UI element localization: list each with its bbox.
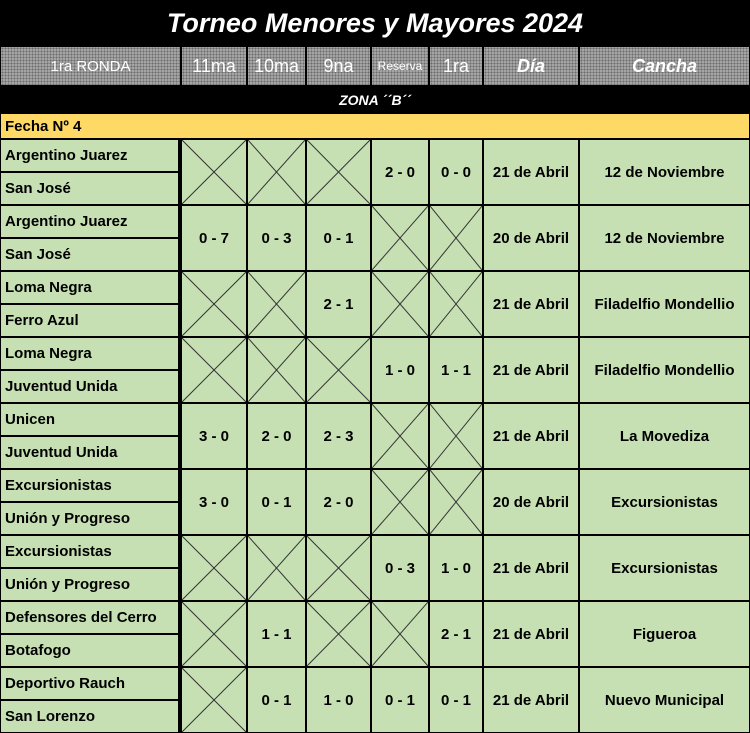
score-reserva: 0 - 1 (372, 668, 428, 732)
cross-icon (372, 602, 428, 666)
home-team: Loma Negra (1, 272, 178, 303)
match-day: 21 de Abril (484, 536, 578, 600)
away-team: Unión y Progreso (1, 503, 178, 534)
match-venue: Filadelfio Mondellio (580, 272, 749, 336)
score-reserva: 2 - 0 (372, 140, 428, 204)
cross-icon (430, 206, 482, 270)
away-team: San José (1, 239, 178, 270)
home-team: Unicen (1, 404, 178, 435)
away-team: San Lorenzo (1, 701, 178, 732)
score-11ma: 0 - 7 (182, 206, 246, 270)
score-reserva: 0 - 3 (372, 536, 428, 600)
home-team: Deportivo Rauch (1, 668, 178, 699)
home-team: Excursionistas (1, 536, 178, 567)
match-day: 21 de Abril (484, 668, 578, 732)
cross-icon (307, 602, 370, 666)
score-9na: 2 - 3 (307, 404, 370, 468)
not-played-cross (372, 470, 428, 534)
score-11ma: 3 - 0 (182, 470, 246, 534)
not-played-cross (372, 206, 428, 270)
cross-icon (182, 272, 246, 336)
match-day: 21 de Abril (484, 602, 578, 666)
cross-icon (248, 536, 305, 600)
cross-icon (372, 470, 428, 534)
header-cancha: Cancha (580, 47, 749, 85)
match-day: 20 de Abril (484, 470, 578, 534)
match-venue: Nuevo Municipal (580, 668, 749, 732)
cross-icon (182, 140, 246, 204)
home-team: Loma Negra (1, 338, 178, 369)
cross-icon (182, 668, 246, 732)
cross-icon (372, 272, 428, 336)
score-10ma: 2 - 0 (248, 404, 305, 468)
header-round: 1ra RONDA (1, 47, 180, 85)
score-1ra: 1 - 1 (430, 338, 482, 402)
score-9na: 2 - 0 (307, 470, 370, 534)
not-played-cross (182, 602, 246, 666)
cross-icon (307, 536, 370, 600)
score-1ra: 0 - 0 (430, 140, 482, 204)
match-day: 21 de Abril (484, 338, 578, 402)
not-played-cross (307, 602, 370, 666)
zona-label: ZONA ´´B´´ (339, 92, 411, 108)
home-team: Defensores del Cerro (1, 602, 178, 633)
cross-icon (182, 338, 246, 402)
header-dia: Día (484, 47, 578, 85)
match-venue: 12 de Noviembre (580, 140, 749, 204)
match-venue: Excursionistas (580, 536, 749, 600)
match-day: 21 de Abril (484, 404, 578, 468)
not-played-cross (307, 536, 370, 600)
header-reserva: Reserva (372, 47, 428, 85)
match-day: 21 de Abril (484, 140, 578, 204)
not-played-cross (307, 338, 370, 402)
not-played-cross (430, 272, 482, 336)
away-team: San José (1, 173, 178, 204)
away-team: Ferro Azul (1, 305, 178, 336)
score-10ma: 1 - 1 (248, 602, 305, 666)
not-played-cross (182, 272, 246, 336)
cross-icon (307, 338, 370, 402)
home-team: Excursionistas (1, 470, 178, 501)
not-played-cross (248, 272, 305, 336)
home-team: Argentino Juarez (1, 206, 178, 237)
cross-icon (248, 140, 305, 204)
match-venue: Figueroa (580, 602, 749, 666)
home-team: Argentino Juarez (1, 140, 178, 171)
header-1ra: 1ra (430, 47, 482, 85)
not-played-cross (248, 140, 305, 204)
away-team: Juventud Unida (1, 437, 178, 468)
score-1ra: 1 - 0 (430, 536, 482, 600)
away-team: Unión y Progreso (1, 569, 178, 600)
sheet-title: Torneo Menores y Mayores 2024 (166, 7, 584, 38)
score-10ma: 0 - 1 (248, 668, 305, 732)
header-10ma: 10ma (248, 47, 305, 85)
not-played-cross (372, 272, 428, 336)
score-9na: 1 - 0 (307, 668, 370, 732)
not-played-cross (248, 536, 305, 600)
cross-icon (372, 404, 428, 468)
match-venue: 12 de Noviembre (580, 206, 749, 270)
cross-icon (182, 602, 246, 666)
cross-icon (430, 470, 482, 534)
not-played-cross (372, 602, 428, 666)
away-team: Juventud Unida (1, 371, 178, 402)
score-1ra: 2 - 1 (430, 602, 482, 666)
cross-icon (182, 536, 246, 600)
cross-icon (430, 404, 482, 468)
fecha-label: Fecha Nº 4 (1, 114, 749, 138)
not-played-cross (372, 404, 428, 468)
cross-icon (248, 338, 305, 402)
not-played-cross (182, 140, 246, 204)
header-11ma: 11ma (182, 47, 246, 85)
score-11ma: 3 - 0 (182, 404, 246, 468)
not-played-cross (430, 206, 482, 270)
not-played-cross (307, 140, 370, 204)
cross-icon (307, 140, 370, 204)
not-played-cross (430, 470, 482, 534)
match-venue: Filadelfio Mondellio (580, 338, 749, 402)
not-played-cross (248, 338, 305, 402)
score-9na: 2 - 1 (307, 272, 370, 336)
not-played-cross (182, 536, 246, 600)
match-day: 20 de Abril (484, 206, 578, 270)
score-10ma: 0 - 1 (248, 470, 305, 534)
score-reserva: 1 - 0 (372, 338, 428, 402)
cross-icon (372, 206, 428, 270)
match-venue: La Movediza (580, 404, 749, 468)
score-10ma: 0 - 3 (248, 206, 305, 270)
cross-icon (248, 272, 305, 336)
header-9na: 9na (307, 47, 370, 85)
not-played-cross (182, 668, 246, 732)
score-9na: 0 - 1 (307, 206, 370, 270)
match-day: 21 de Abril (484, 272, 578, 336)
not-played-cross (430, 404, 482, 468)
not-played-cross (182, 338, 246, 402)
score-1ra: 0 - 1 (430, 668, 482, 732)
cross-icon (430, 272, 482, 336)
away-team: Botafogo (1, 635, 178, 666)
match-venue: Excursionistas (580, 470, 749, 534)
